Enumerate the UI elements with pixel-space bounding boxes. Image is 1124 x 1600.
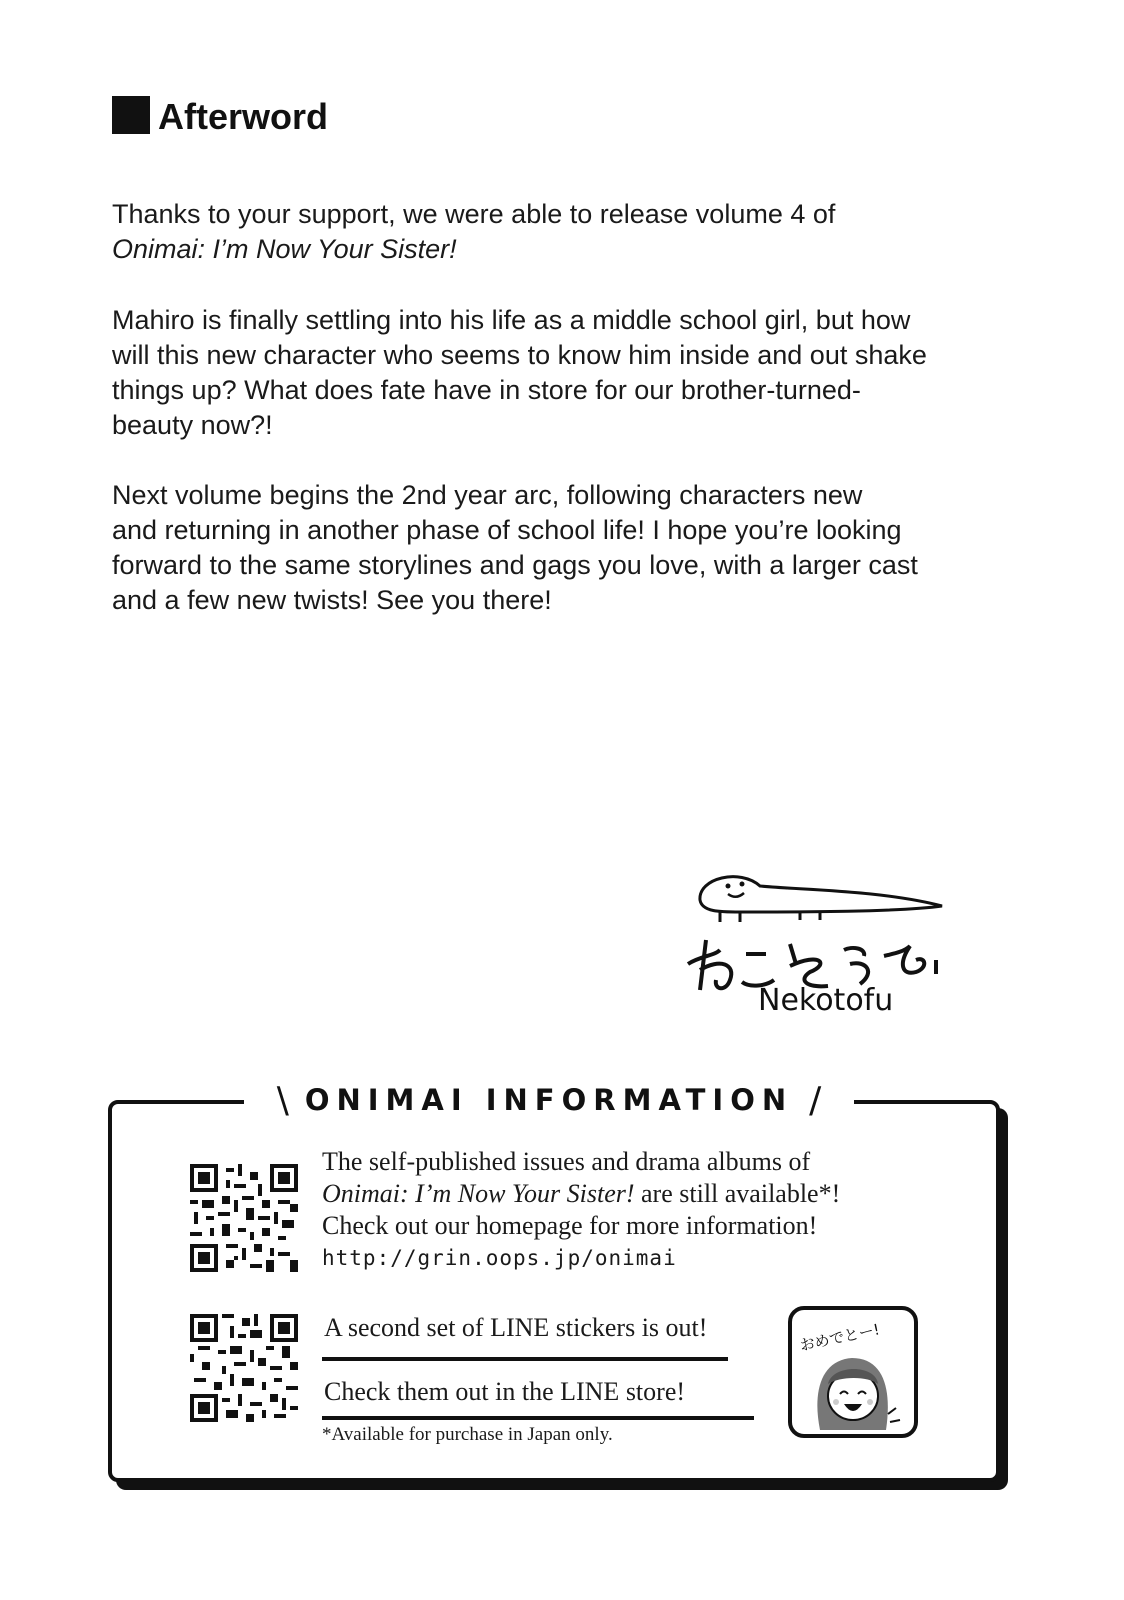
info-title: ONIMAI INFORMATION: [304, 1083, 794, 1117]
divider-line: [322, 1416, 754, 1420]
paragraph-line: Next volume begins the 2nd year arc, following characters new: [112, 480, 863, 510]
line-sticker-text-2: Check them out in the LINE store!: [324, 1377, 686, 1406]
signature-drawing: [680, 860, 980, 1020]
slash-left-icon: \: [276, 1079, 289, 1121]
paragraph-line: beauty now?!: [112, 410, 273, 440]
page-title: Afterword: [158, 96, 328, 137]
afterword-heading: [112, 96, 328, 138]
paragraph-line: and a few new twists! See you there!: [112, 585, 552, 615]
homepage-qr-code[interactable]: [190, 1164, 298, 1272]
paragraph-2: [112, 303, 1012, 443]
heading-square-icon: [112, 96, 150, 134]
slash-right-icon: /: [809, 1079, 822, 1121]
line-sticker-text-1: A second set of LINE stickers is out!: [324, 1313, 708, 1342]
paragraph-1: [112, 197, 1012, 267]
book-title-italic: Onimai: I’m Now Your Sister!: [322, 1179, 635, 1208]
paragraph-line: forward to the same storylines and gags you love, with a larger cast: [112, 550, 918, 580]
paragraph-line: will this new character who seems to know him inside and out shake: [112, 340, 927, 370]
info-line-rest: are still available*!: [634, 1179, 841, 1208]
paragraph-3: [112, 478, 1012, 618]
paragraph-line: Mahiro is finally settling into his life as a middle school girl, but how: [112, 305, 911, 335]
sticker-caption: おめでとー!: [798, 1320, 882, 1355]
availability-note: *Available for purchase in Japan only.: [322, 1424, 613, 1445]
info-line: The self-published issues and drama albums of: [322, 1147, 811, 1176]
info-block-homepage: [322, 1146, 840, 1274]
divider-line: [322, 1357, 728, 1361]
signature-name: Nekotofu: [758, 983, 894, 1018]
paragraph-line: things up? What does fate have in store for our brother-turned-: [112, 375, 861, 405]
line-sticker-image[interactable]: [788, 1306, 918, 1438]
sticker-girl-icon: [792, 1310, 914, 1434]
line-store-qr-code[interactable]: [190, 1314, 298, 1422]
paragraph-line: Thanks to your support, we were able to release volume 4 of: [112, 199, 836, 229]
info-title-banner: [244, 1080, 854, 1120]
homepage-url-link[interactable]: http://grin.oops.jp/onimai: [322, 1246, 677, 1270]
book-title-italic: Onimai: I’m Now Your Sister!: [112, 234, 457, 264]
info-line: Check out our homepage for more information!: [322, 1211, 818, 1240]
info-line: [322, 1178, 840, 1210]
paragraph-line: and returning in another phase of school life! I hope you’re looking: [112, 515, 902, 545]
